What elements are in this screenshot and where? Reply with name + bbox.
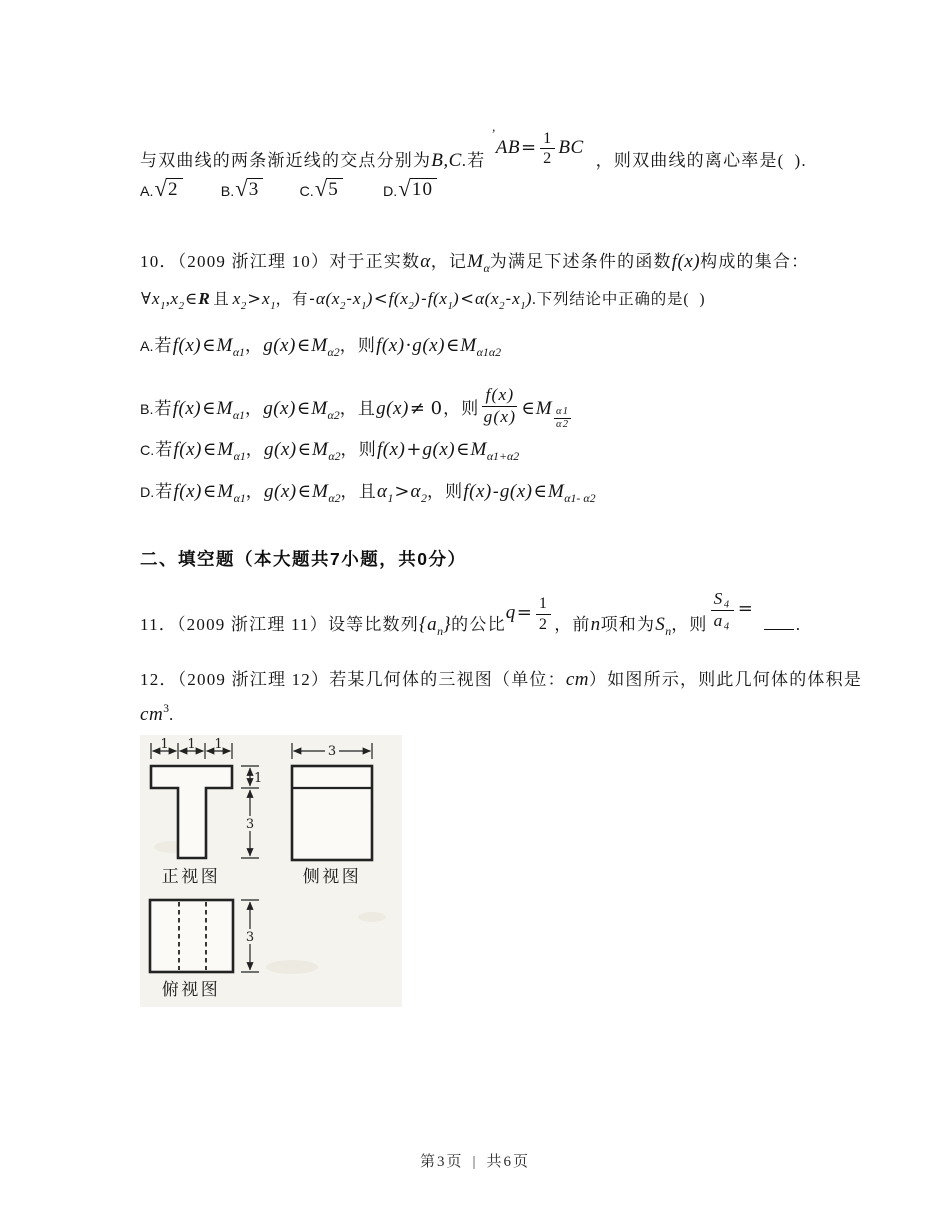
top-view-square (150, 900, 233, 972)
question-10-option-a: A.若$f(x)\in M_{\alpha 1}$，$g(x)\in M_{\alpha 2}$，则$f(x)\cdot g(x)\in M_{\alpha 1\alpha 2}$ (140, 335, 502, 359)
front-right-dim-1: 1 (254, 771, 263, 786)
side-view-rect (292, 766, 372, 860)
three-view-figure (140, 735, 402, 1007)
side-top-dim-3: 3 (327, 744, 337, 759)
page-footer (0, 1150, 950, 1171)
question-10-option-c: C.若$f(x)\in M_{\alpha 1}$，$g(x)\in M_{\alpha 2}$，则$f(x)+g(x)\in M_{\alpha 1+\alpha 2}$ (140, 439, 520, 463)
footer-separator: | (472, 1154, 478, 1170)
total-pages: 共6页 (486, 1154, 531, 1170)
top-view-label: 俯视图 (161, 980, 221, 999)
top-right-dim-3: 3 (245, 930, 255, 945)
question-9-options: A. √ 2 B. √ 3 C. √ 5 D. √ 10 (140, 178, 437, 202)
question-10-option-d: D.若$f(x)\in M_{\alpha 1}$，$g(x)\in M_{\alpha 2}$，且$\alpha_1>\alpha_2$，则$f(x)-g(x)\in M_{\alpha 1- \alpha 2}$ (140, 481, 596, 505)
front-top-dim-1: 1 (160, 737, 169, 752)
front-top-dim-3: 1 (214, 737, 223, 752)
section-2-header: 二、填空题（本大题共7小题，共0分） (140, 549, 467, 569)
question-12-line-1: 12．（2009 浙江理 12）若某几何体的三视图（单位：cm）如图所示，则此几何体的体积是 (140, 669, 863, 690)
question-10-stem-line-1: 10．（2009 浙江理 10）对于正实数α，记$M_\alpha$为满足下述条件的函数f(x)构成的集合： (140, 251, 810, 275)
question-9-stem-continuation: 与双曲线的两条渐近线的交点分别为B,C.若’AB= $\frac{1}{2}$ BC，则双曲线的离心率是( ). (140, 126, 807, 171)
question-10-stem-line-2: $\forall x_1,x_2\in R$ 且 $x_2>x_1$，有$-\alpha(x_2-x_1)<f(x_2)-f(x_1)<\alpha(x_2-x_1)$.下列结论中正确的是( ) (141, 289, 706, 312)
side-view-label: 侧视图 (302, 867, 362, 886)
question-11-line: 11．（2009 浙江理 11）设等比数列$\{a_n\}$的公比q= $\frac{1}{2}$ ，前n项和为$S_n$，则 $\frac{\text{S₄}}{\text{a₄}}$ =. (140, 589, 802, 639)
front-view-label: 正视图 (161, 867, 221, 886)
front-right-dim-3: 3 (245, 817, 255, 832)
question-10-option-b: B.若$f(x)\in M_{\alpha 1}$，$g(x)\in M_{\alpha 2}$，且g(x)≠ 0，则 $\frac{f(x)}{g(x)}$ ∈M $\frac{\alpha 1}{\alpha 2}$ (140, 385, 570, 431)
page-number: 第3页 (419, 1154, 464, 1170)
question-12-line-2: $cm^3$. (140, 702, 175, 725)
front-top-dim-2: 1 (187, 737, 196, 752)
